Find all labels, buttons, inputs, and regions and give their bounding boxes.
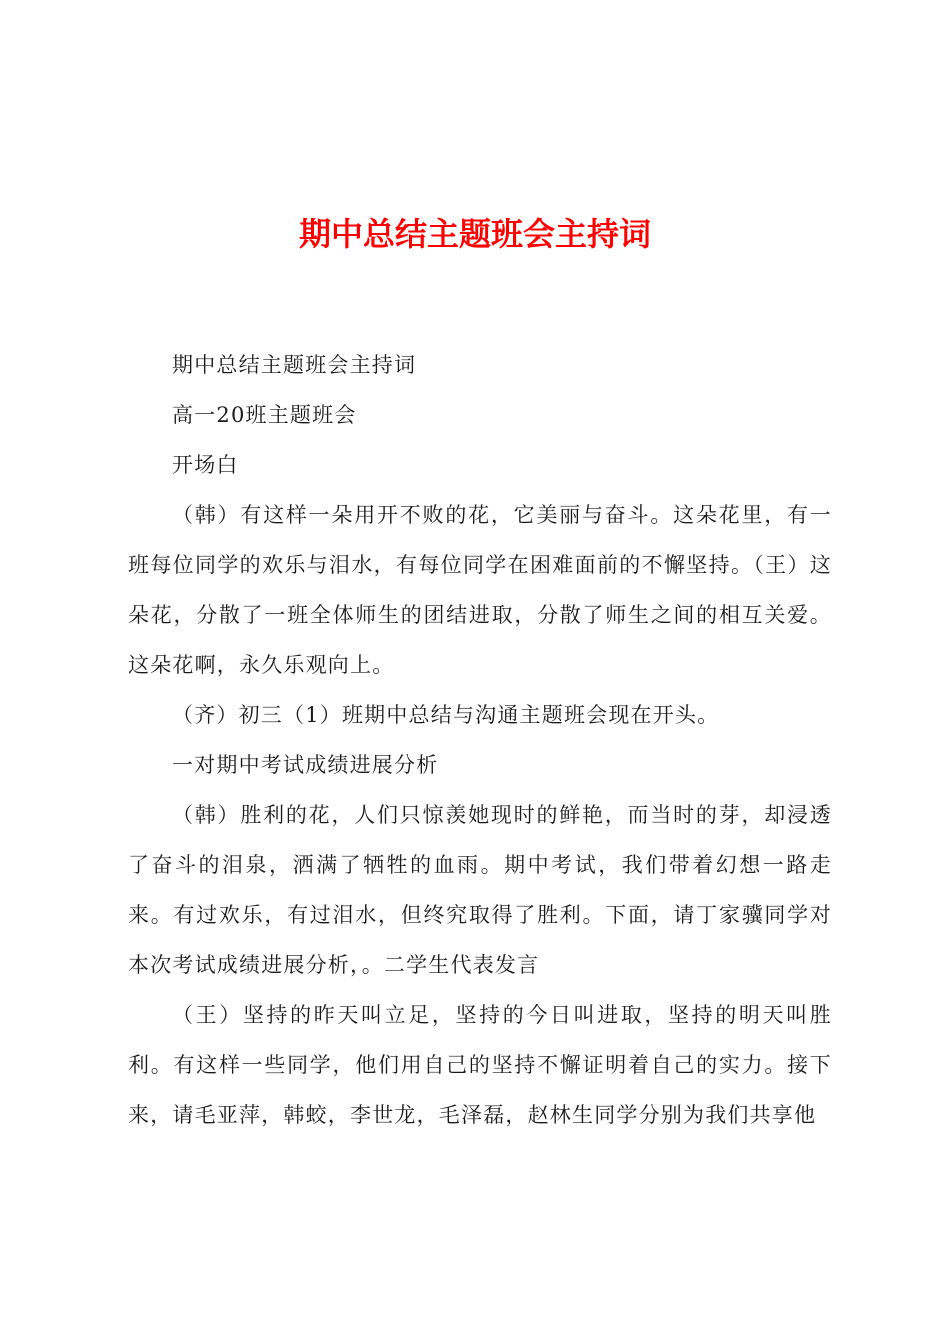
paragraph-section-one: 一对期中考试成绩进展分析 [172, 753, 439, 777]
paragraph-heading: 期中总结主题班会主持词 [172, 353, 417, 377]
paragraph-opening: 开场白 [172, 453, 239, 477]
paragraph-analysis: （韩）胜利的花，人们只惊羡她现时的鲜艳，而当时的芽，却浸透了奋斗的泪泉，洒满了牺牲的血雨。期中考试，我们带着幻想一路走来。有过欢乐，有过泪水，但终究取得了胜利。下面，请丁家骥同学对本次考试成绩进展分析，。二学生代表发言 [128, 803, 832, 977]
document-body [128, 340, 832, 1140]
document-title: 期中总结主题班会主持词 [298, 215, 651, 253]
paragraph-class-name: 高一20班主题班会 [172, 403, 357, 427]
paragraph-intro: （韩）有这样一朵用开不败的花，它美丽与奋斗。这朵花里，有一班每位同学的欢乐与泪水，有每位同学在困难面前的不懈坚持。（王）这朵花，分散了一班全体师生的团结进取，分散了师生之间的相互关爱。这朵花啊，永久乐观向上。 [128, 503, 832, 677]
paragraph-speech: （王）坚持的昨天叫立足，坚持的今日叫进取，坚持的明天叫胜利。有这样一些同学，他们用自己的坚持不懈证明着自己的实力。接下来，请毛亚萍，韩蛟，李世龙，毛泽磊，赵林生同学分别为我们共享他 [128, 1003, 832, 1127]
paragraph-start: （齐）初三（1）班期中总结与沟通主题班会现在开头。 [172, 703, 720, 727]
